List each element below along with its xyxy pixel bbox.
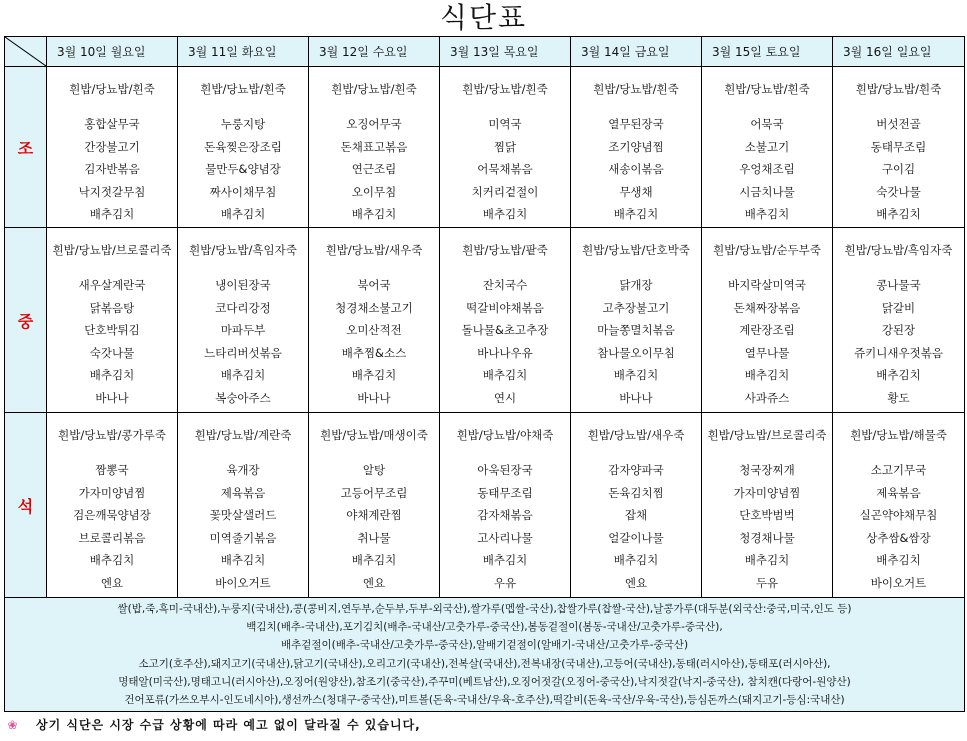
dish-item: 코다리강정 bbox=[215, 300, 271, 315]
dish-item: 열무된장국 bbox=[608, 117, 664, 131]
rice-porridge-item: 흰밥/당뇨밥/해물죽 bbox=[850, 428, 947, 442]
dish-item: 연시 bbox=[493, 390, 517, 405]
menu-table bbox=[4, 36, 965, 712]
dish-item: 찜닭 bbox=[493, 139, 517, 154]
dish-item: 청국장찌개 bbox=[739, 463, 795, 477]
menu-cell bbox=[309, 67, 440, 228]
dish-item: 브로콜리볶음 bbox=[78, 530, 146, 545]
menu-cell bbox=[571, 228, 702, 413]
dish-item: 제육볶음 bbox=[220, 485, 266, 500]
dish-item: 배추김치 bbox=[613, 553, 659, 568]
menu-cell bbox=[702, 228, 833, 413]
dish-item: 냉이된장국 bbox=[215, 278, 271, 292]
day-header: 3월 12일 수요일 bbox=[309, 37, 440, 67]
menu-cell bbox=[178, 228, 309, 413]
dish-item: 마늘쫑멸치볶음 bbox=[597, 323, 675, 338]
dish-item: 닭볶음탕 bbox=[89, 300, 135, 315]
dish-item: 짜사이채무침 bbox=[209, 184, 277, 199]
day-header: 3월 10일 월요일 bbox=[47, 37, 178, 67]
dish-item: 돈채표고볶음 bbox=[340, 139, 408, 154]
dish-item: 육개장 bbox=[226, 463, 260, 477]
dish-item: 제육볶음 bbox=[876, 485, 921, 500]
dish-item: 짬뽕국 bbox=[95, 463, 129, 477]
meal-label: 석 bbox=[5, 413, 47, 598]
dish-item: 배추김치 bbox=[220, 207, 266, 222]
rice-porridge-item: 흰밥/당뇨밥/순두부죽 bbox=[713, 243, 821, 257]
dish-item: 배추김치 bbox=[351, 207, 397, 222]
dish-item: 조기양념찜 bbox=[608, 139, 664, 154]
rice-porridge-item: 흰밥/당뇨밥/매생이죽 bbox=[320, 428, 428, 442]
dish-item: 어묵국 bbox=[750, 117, 784, 131]
dish-item: 배추김치 bbox=[351, 368, 397, 383]
dish-item: 숙갓나물 bbox=[89, 345, 135, 360]
rice-porridge-item: 흰밥/당뇨밥/야채죽 bbox=[456, 428, 554, 442]
dish-item: 미역국 bbox=[488, 117, 522, 131]
dish-item: 닭갈비 bbox=[881, 300, 916, 315]
dish-item: 검은깨묵양념장 bbox=[73, 508, 151, 523]
menu-cell bbox=[47, 67, 178, 228]
dish-item: 바나나우유 bbox=[477, 345, 533, 360]
meal-label: 중 bbox=[5, 228, 47, 413]
rice-porridge-item: 흰밥/당뇨밥/브로콜리죽 bbox=[52, 243, 172, 257]
origin-info bbox=[5, 598, 965, 712]
dish-item: 돈채짜장볶음 bbox=[733, 300, 801, 315]
dish-item: 사과쥬스 bbox=[744, 390, 790, 405]
rice-porridge-item: 흰밥/당뇨밥/흰죽 bbox=[593, 82, 679, 96]
day-header: 3월 14일 금요일 bbox=[571, 37, 702, 67]
menu-cell bbox=[47, 413, 178, 598]
corner-cell bbox=[5, 37, 47, 67]
dish-item: 감자채볶음 bbox=[477, 508, 533, 523]
dish-item: 김자반볶음 bbox=[84, 162, 140, 177]
day-header: 3월 15일 토요일 bbox=[702, 37, 833, 67]
dish-item: 고사리나물 bbox=[477, 530, 533, 545]
dish-item: 취나물 bbox=[357, 530, 391, 545]
dish-item: 복숭아주스 bbox=[215, 390, 271, 405]
menu-cell bbox=[702, 413, 833, 598]
dish-item: 야채계란찜 bbox=[346, 508, 402, 523]
dish-item: 황도 bbox=[887, 390, 910, 405]
dish-item: 홍합살무국 bbox=[84, 117, 140, 131]
dish-item: 배추김치 bbox=[482, 207, 528, 222]
menu-cell bbox=[833, 67, 965, 228]
dish-item: 물만두&양념장 bbox=[205, 162, 281, 177]
dish-item: 고등어무조림 bbox=[340, 485, 408, 500]
dish-item: 오이무침 bbox=[351, 184, 397, 199]
dish-item: 잡채 bbox=[624, 508, 648, 523]
day-header: 3월 16일 일요일 bbox=[833, 37, 965, 67]
dish-item: 바나나 bbox=[95, 390, 129, 405]
dish-item: 실곤약야채무침 bbox=[859, 508, 938, 523]
dish-item: 배추김치 bbox=[876, 553, 921, 568]
dish-item: 배추김치 bbox=[220, 553, 266, 568]
dish-item: 배추김치 bbox=[744, 553, 790, 568]
notice-bar bbox=[4, 713, 964, 737]
rice-porridge-item: 흰밥/당뇨밥/콩가루죽 bbox=[58, 428, 166, 442]
origin-line: 명태알(미국산),명태고니(러시아산),오징어(원양산),참조기(중국산),주꾸미(베트남산),오징어젓갈(오징어-중국산),낙지젓갈(낙지-중국산), 참치캔(다랑어-원양산) bbox=[118, 675, 851, 688]
dish-item: 배추김치 bbox=[89, 368, 135, 383]
dish-item: 알탕 bbox=[362, 463, 386, 477]
dish-item: 우엉채조림 bbox=[739, 162, 795, 177]
rice-porridge-item: 흰밥/당뇨밥/팥죽 bbox=[462, 243, 548, 257]
dish-item: 버섯전골 bbox=[876, 117, 921, 131]
dish-item: 배추김치 bbox=[482, 368, 528, 383]
origin-line: 백김치(배추-국내산),포기김치(배추-국내산/고춧가루-중국산),봄동겉절이(봄동-국내산/고춧가루-중국산), bbox=[246, 621, 723, 634]
dish-item: 고추장불고기 bbox=[602, 300, 670, 315]
dish-item: 열무나물 bbox=[744, 345, 790, 360]
menu-cell bbox=[440, 228, 571, 413]
rice-porridge-item: 흰밥/당뇨밥/흰죽 bbox=[200, 82, 286, 96]
meal-label: 조 bbox=[5, 67, 47, 228]
rice-porridge-item: 흰밥/당뇨밥/새우죽 bbox=[587, 428, 685, 442]
menu-cell bbox=[309, 228, 440, 413]
lunch-row bbox=[5, 228, 965, 413]
dish-item: 바이오거트 bbox=[215, 575, 271, 590]
dish-item: 낙지젓갈무침 bbox=[78, 184, 146, 199]
breakfast-row bbox=[5, 67, 965, 228]
dish-item: 소고기무국 bbox=[870, 463, 927, 477]
menu-cell bbox=[47, 228, 178, 413]
dish-item: 참나물오이무침 bbox=[597, 345, 675, 360]
dish-item: 동태무조림 bbox=[477, 485, 533, 500]
dish-item: 배추김치 bbox=[744, 368, 790, 383]
dish-item: 누룽지탕 bbox=[220, 117, 266, 131]
dish-item: 돈육찢은장조림 bbox=[204, 139, 282, 154]
dish-item: 청경채나물 bbox=[739, 530, 795, 545]
menu-cell bbox=[833, 228, 965, 413]
origin-line: 쌀(밥,죽,흑미-국내산),누룽지(국내산),콩(콩비지,연두부,순두부,두부-외국산),쌀가루(멥쌀-국산),찹쌀가루(찹쌀-국산),날콩가루(대두분(외국산:중국,미국,인도 등) bbox=[117, 603, 852, 615]
menu-cell bbox=[178, 413, 309, 598]
dish-item: 청경채소불고기 bbox=[335, 300, 413, 315]
dish-item: 가자미양념찜 bbox=[733, 485, 801, 500]
menu-cell bbox=[571, 413, 702, 598]
day-header: 3월 13일 목요일 bbox=[440, 37, 571, 67]
rice-porridge-item: 흰밥/당뇨밥/흰죽 bbox=[69, 82, 155, 96]
dish-item: 연근조림 bbox=[351, 162, 397, 177]
notice-text: 상기 식단은 시장 수급 상황에 따라 예고 없이 달라질 수 있습니다, bbox=[36, 718, 421, 732]
day-header: 3월 11일 화요일 bbox=[178, 37, 309, 67]
menu-cell bbox=[833, 413, 965, 598]
dish-item: 떡갈비야채볶음 bbox=[466, 300, 544, 315]
dish-item: 엔요 bbox=[624, 575, 648, 590]
dish-item: 가자미양념찜 bbox=[78, 485, 146, 500]
rice-porridge-item: 흰밥/당뇨밥/흑임자죽 bbox=[189, 243, 297, 257]
rice-porridge-item: 흰밥/당뇨밥/흰죽 bbox=[724, 82, 810, 96]
dish-item: 강된장 bbox=[881, 323, 916, 338]
menu-cell bbox=[178, 67, 309, 228]
dish-item: 미역줄기볶음 bbox=[209, 530, 277, 545]
dish-item: 쥬키니새우젓볶음 bbox=[854, 345, 943, 360]
origin-line: 소고기(호주산),돼지고기(국내산),닭고기(국내산),오리고기(국내산),전복살(국내산),전복내장(국내산),고등어(국내산),동태(러시아산),동태포(러시아산), bbox=[138, 657, 831, 670]
dish-item: 오징어무국 bbox=[346, 117, 402, 131]
menu-cell bbox=[571, 67, 702, 228]
header-row bbox=[5, 37, 965, 67]
dish-item: 계란장조림 bbox=[739, 323, 795, 338]
dish-item: 새우살계란국 bbox=[78, 278, 146, 292]
menu-cell bbox=[440, 413, 571, 598]
dish-item: 엔요 bbox=[362, 575, 386, 590]
menu-cell bbox=[702, 67, 833, 228]
dish-item: 배추찜&소스 bbox=[341, 345, 407, 360]
dish-item: 얼갈이나물 bbox=[608, 530, 664, 545]
flower-icon: ❀ bbox=[7, 718, 19, 732]
dish-item: 배추김치 bbox=[744, 207, 790, 222]
dish-item: 소불고기 bbox=[744, 139, 790, 154]
dish-item: 돈육김치찜 bbox=[608, 485, 664, 500]
dish-item: 무생채 bbox=[619, 184, 653, 199]
dish-item: 느타리버섯볶음 bbox=[204, 345, 282, 360]
dish-item: 마파두부 bbox=[220, 323, 266, 338]
dinner-row bbox=[5, 413, 965, 598]
dish-item: 배추김치 bbox=[220, 368, 266, 383]
dish-item: 두유 bbox=[755, 575, 779, 590]
dish-item: 동태무조림 bbox=[870, 139, 927, 154]
rice-porridge-item: 흰밥/당뇨밥/흰죽 bbox=[855, 82, 942, 96]
dish-item: 바이오거트 bbox=[870, 575, 927, 590]
dish-item: 배추김치 bbox=[613, 207, 659, 222]
dish-item: 오미산적전 bbox=[346, 323, 402, 338]
dish-item: 배추김치 bbox=[89, 553, 135, 568]
rice-porridge-item: 흰밥/당뇨밥/단호박죽 bbox=[582, 243, 690, 257]
origin-row bbox=[5, 598, 965, 712]
dish-item: 바지락살미역국 bbox=[728, 278, 806, 292]
dish-item: 시금치나물 bbox=[739, 184, 795, 199]
dish-item: 잔치국수 bbox=[482, 278, 528, 292]
origin-line: 배추겉절이(배추-국내산/고춧가루-중국산),알배기겉절이(알배기-국내산/고춧가루-중국산) bbox=[280, 639, 689, 652]
dish-item: 어묵채볶음 bbox=[477, 162, 533, 177]
dish-item: 아욱된장국 bbox=[477, 463, 533, 477]
dish-item: 감자양파국 bbox=[608, 463, 664, 477]
dish-item: 배추김치 bbox=[876, 207, 921, 222]
dish-item: 꽃맛살샐러드 bbox=[209, 508, 277, 523]
page-title: 식단표 bbox=[439, 1, 528, 34]
menu-cell bbox=[309, 413, 440, 598]
dish-item: 바나나 bbox=[619, 390, 653, 405]
dish-item: 콩나물국 bbox=[876, 278, 921, 292]
rice-porridge-item: 흰밥/당뇨밥/흰죽 bbox=[331, 82, 417, 96]
dish-item: 돌나물&초고추장 bbox=[461, 323, 549, 338]
dish-item: 엔요 bbox=[100, 575, 124, 590]
dish-item: 치커리겉절이 bbox=[471, 184, 539, 199]
origin-line: 건어포류(가쓰오부시-인도네시아),생선까스(청대구-중국산),미트볼(돈육-국내산/우육-호주산),떡갈비(돈육-국산/우육-국산),등심돈까스(돼지고기-등심:국내산) bbox=[124, 694, 845, 707]
rice-porridge-item: 흰밥/당뇨밥/흰죽 bbox=[462, 82, 548, 96]
menu-cell bbox=[440, 67, 571, 228]
dish-item: 북어국 bbox=[357, 278, 391, 292]
dish-item: 배추김치 bbox=[351, 553, 397, 568]
dish-item: 배추김치 bbox=[876, 368, 921, 383]
dish-item: 배추김치 bbox=[482, 553, 528, 568]
rice-porridge-item: 흰밥/당뇨밥/흑임자죽 bbox=[844, 243, 953, 257]
corner-diagonal-icon bbox=[5, 37, 46, 66]
dish-item: 배추김치 bbox=[613, 368, 659, 383]
dish-item: 구이김 bbox=[881, 162, 916, 177]
rice-porridge-item: 흰밥/당뇨밥/브로콜리죽 bbox=[707, 428, 827, 442]
dish-item: 닭개장 bbox=[619, 278, 653, 292]
dish-item: 단호박튀김 bbox=[84, 323, 140, 338]
dish-item: 단호박범벅 bbox=[739, 508, 795, 523]
dish-item: 우유 bbox=[493, 575, 517, 590]
dish-item: 배추김치 bbox=[89, 207, 135, 222]
rice-porridge-item: 흰밥/당뇨밥/새우죽 bbox=[325, 243, 423, 257]
rice-porridge-item: 흰밥/당뇨밥/계란죽 bbox=[194, 428, 292, 442]
dish-item: 숙갓나물 bbox=[876, 184, 921, 199]
dish-item: 새송이볶음 bbox=[608, 162, 664, 177]
dish-item: 상추쌈&쌈장 bbox=[866, 530, 931, 545]
dish-item: 바나나 bbox=[357, 390, 391, 405]
dish-item: 간장불고기 bbox=[84, 139, 140, 154]
